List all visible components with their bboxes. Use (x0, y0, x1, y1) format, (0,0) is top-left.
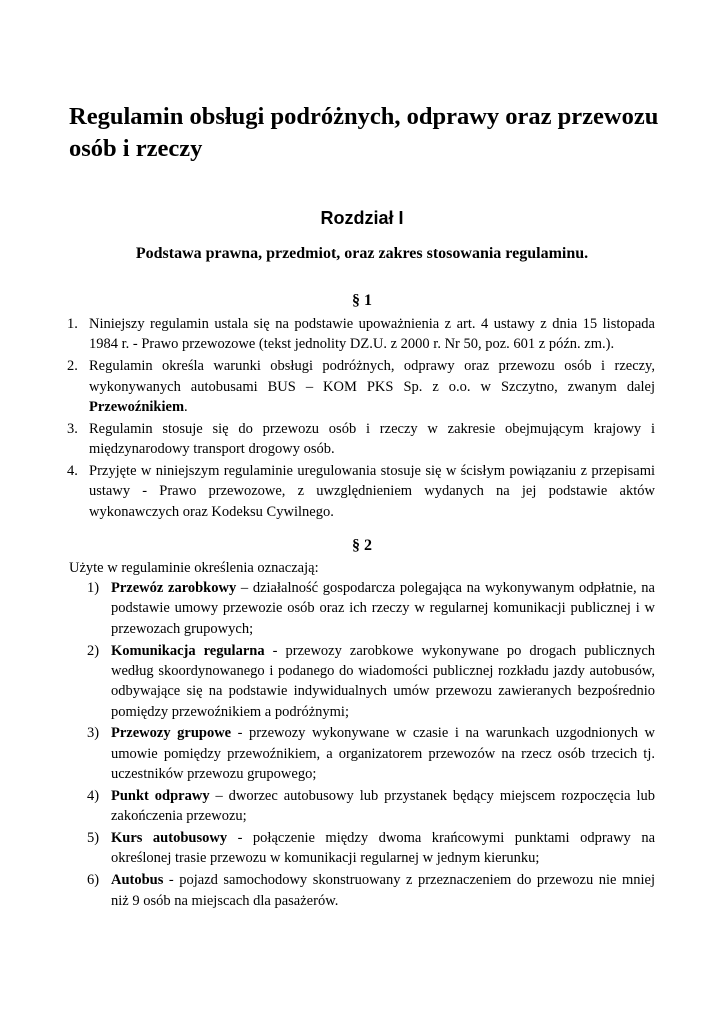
definition-item (87, 578, 655, 639)
definition-term: Kurs autobusowy (111, 830, 228, 847)
definition-term: Przewozy grupowe (111, 725, 232, 742)
definition-term: Punkt odprawy (111, 787, 210, 804)
list-item (67, 314, 655, 355)
item-text-tail: . (184, 398, 188, 415)
definition-text: – dworzec autobusowy lub przystanek będący miejscem rozpoczęcia lub zakończenia przewozu; (111, 787, 655, 825)
section-2-list (87, 578, 655, 912)
chapter-heading: Rozdział I (320, 208, 404, 228)
definition-term: Przewóz zarobkowy (111, 580, 237, 596)
item-number: 2. (67, 358, 78, 375)
definition-term: Komunikacja regularna (111, 642, 265, 659)
item-number: 6) (87, 872, 100, 889)
item-text: Regulamin określa warunki obsługi podróżnych, odprawy oraz przewozu osób i rzeczy, wykonywanych autobusami BUS – KOM PKS Sp. z o.o. w Szczytno, zwanym dalej (89, 358, 655, 395)
item-text: Regulamin stosuje się do przewozu osób i rzeczy w zakresie obejmującym krajowy i międzynarodowy transport drogowy osób. (89, 420, 655, 458)
definition-text: - przewozy wykonywane w czasie i na warunkach uzgodnionych w umowie pomiędzy przewoźnikiem, a organizatorem przewozów na rzecz osób trzecich tj. uczestników przewozu grupowego; (111, 725, 655, 783)
item-number: 4. (67, 462, 78, 479)
item-text: Przyjęte w niniejszym regulaminie uregulowania stosuje się w ścisłym powiązaniu z przepisami ustawy - Prawo przewozowe, z uwzględnieniem wydanych na jej podstawie aktów wykonawczych oraz Kodeksu Cywilnego. (89, 462, 655, 520)
definition-term: Autobus (111, 872, 164, 889)
definition-item (87, 641, 655, 723)
definition-text: – działalność gospodarcza polegająca na wykonywanym odpłatnie, na podstawie umowy przewozie osób oraz ich rzeczy w regularnej komunikacji publicznej i w przewozach grupowych; (111, 580, 655, 637)
item-number: 3) (87, 725, 100, 742)
definition-item (87, 723, 655, 784)
section-1-list (67, 314, 655, 523)
item-text: Niniejszy regulamin ustala się na podstawie upoważnienia z art. 4 ustawy z dnia 15 listopada 1984 r. - Prawo przewozowe (tekst jednolity DZ.U. z 2000 r. Nr 50, poz. 601 z późn. zm.). (89, 316, 655, 353)
list-item (67, 419, 655, 460)
chapter-subtitle: Podstawa prawna, przedmiot, oraz zakres stosowania regulaminu. (135, 245, 589, 262)
list-item (67, 356, 655, 417)
definition-text: - przewozy zarobkowe wykonywane po drogach publicznych według skoordynowanego i podanego do wiadomości publicznej rozkładu jazdy autobusów, odbywające się na podstawie indywidualnych umów przewozu zawieranych bezpośrednio pomiędzy przewoźnikiem a podróżnymi; (111, 642, 655, 720)
definition-item (87, 828, 655, 869)
definition-item (87, 870, 655, 911)
definition-text: - połączenie między dwoma krańcowymi punktami odprawy na określonej trasie przewozu w komunikacji regularnej w jednym kierunku; (111, 830, 655, 867)
definition-item (87, 786, 655, 827)
document-title: Regulamin obsługi podróżnych, odprawy oraz przewozu osób i rzeczy (69, 103, 659, 162)
item-number: 5) (87, 830, 100, 847)
list-item (67, 461, 655, 522)
item-number: 1. (67, 316, 78, 332)
item-number: 1) (87, 580, 100, 596)
definition-text: - pojazd samochodowy skonstruowany z przeznaczeniem do przewozu nie mniej niż 9 osób na miejscach dla pasażerów. (111, 872, 655, 909)
section-2-heading: § 2 (352, 537, 372, 554)
item-bold-term: Przewoźnikiem (89, 398, 185, 415)
item-number: 2) (87, 642, 100, 659)
item-number: 4) (87, 787, 100, 804)
section-2-intro: Użyte w regulaminie określenia oznaczają: (69, 560, 319, 576)
section-1-heading: § 1 (352, 292, 372, 309)
item-number: 3. (67, 420, 78, 437)
